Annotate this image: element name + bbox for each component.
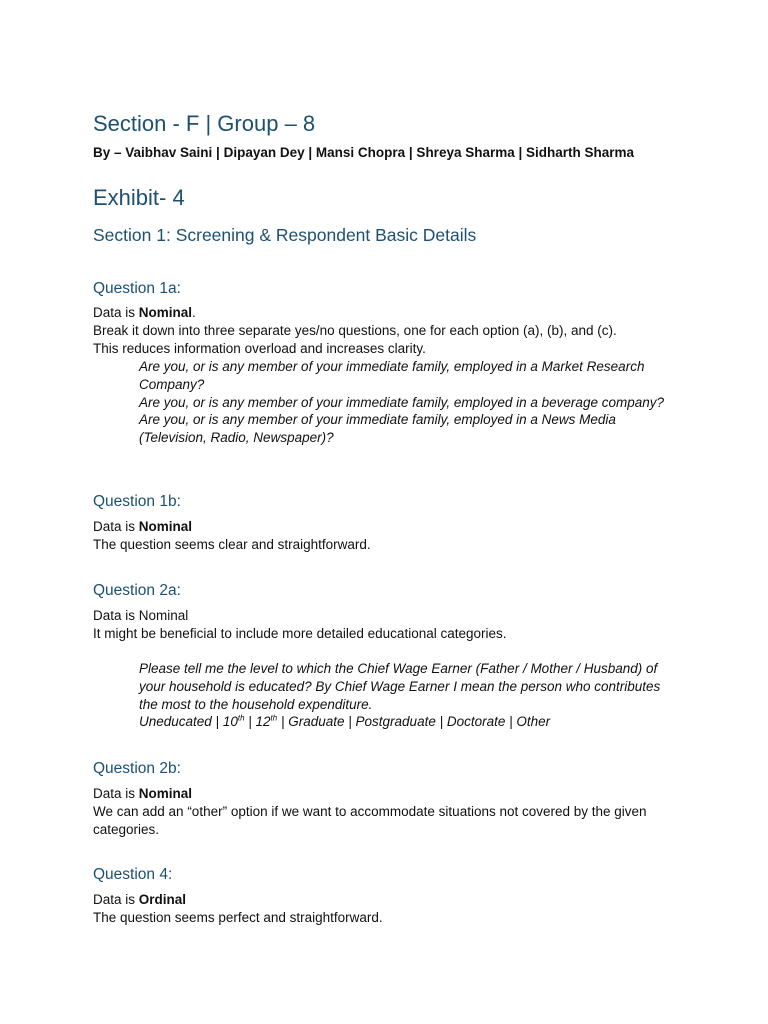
question-2a-comment: It might be beneficial to include more detailed educational categories. <box>93 626 507 641</box>
question-4-data-type <box>93 891 186 909</box>
subquestion-news-media: Are you, or is any member of your immediate family, employed in a News Media (Television, Radio, Newspaper)? <box>139 412 616 446</box>
data-type-value: Nominal <box>138 519 193 534</box>
question-1a-comment-2: This reduces information overload and increases clarity. <box>93 341 426 356</box>
data-prefix: Data is <box>93 519 139 534</box>
data-prefix: Data is <box>93 786 139 801</box>
data-type-value: Nominal <box>138 305 193 320</box>
question-4-heading: Question 4: <box>93 866 173 883</box>
data-prefix: Data is <box>93 305 139 320</box>
subquestion-market-research: Are you, or is any member of your immediate family, employed in a Market Research Company? <box>139 359 645 392</box>
data-type-value: Ordinal <box>138 892 187 907</box>
question-2a-heading: Question 2a: <box>93 582 181 599</box>
question-2b-heading: Question 2b: <box>93 760 181 777</box>
question-1a-heading: Question 1a: <box>93 280 181 297</box>
question-1a-data-type <box>93 304 196 322</box>
question-2b-comment: We can add an “other” option if we want to accommodate situations not covered by the given categories. <box>93 804 647 837</box>
author-byline: By – Vaibhav Saini | Dipayan Dey | Mansi Chopra | Shreya Sharma | Sidharth Sharma <box>93 145 635 160</box>
exhibit-heading: Exhibit- 4 <box>93 185 185 210</box>
section-heading: Section 1: Screening & Respondent Basic Details <box>93 225 477 245</box>
question-2a-prompt-block <box>139 660 679 731</box>
subquestion-beverage: Are you, or is any member of your immediate family, employed in a beverage company? <box>139 394 664 410</box>
question-2b-data-type <box>93 785 192 803</box>
data-type-value: Nominal <box>138 786 193 801</box>
question-1b-heading: Question 1b: <box>93 493 181 510</box>
option-12: | 12 <box>244 714 271 730</box>
question-1a-comment-1: Break it down into three separate yes/no questions, one for each option (a), (b), and (c). <box>93 323 617 338</box>
document-title: Section - F | Group – 8 <box>93 111 316 136</box>
option-rest: | Graduate | Postgraduate | Doctorate | Other <box>277 714 551 730</box>
education-options <box>139 713 679 731</box>
data-suffix: . <box>192 305 196 320</box>
question-1b-data-type <box>93 518 192 536</box>
question-1a-subquestions <box>139 358 679 447</box>
superscript-th: th <box>237 713 245 723</box>
superscript-th: th <box>270 713 278 723</box>
question-1b-comment: The question seems clear and straightforward. <box>93 537 371 552</box>
option-uneducated-10: Uneducated | 10 <box>139 714 238 730</box>
question-4-comment: The question seems perfect and straightforward. <box>93 910 383 925</box>
data-prefix: Data is <box>93 892 139 907</box>
education-question: Please tell me the level to which the Chief Wage Earner (Father / Mother / Husband) of your household is educated? By Chief Wage Earner I mean the person who contributes the most to the household expenditure. <box>139 661 661 712</box>
question-2a-data-type: Data is Nominal <box>93 608 189 623</box>
